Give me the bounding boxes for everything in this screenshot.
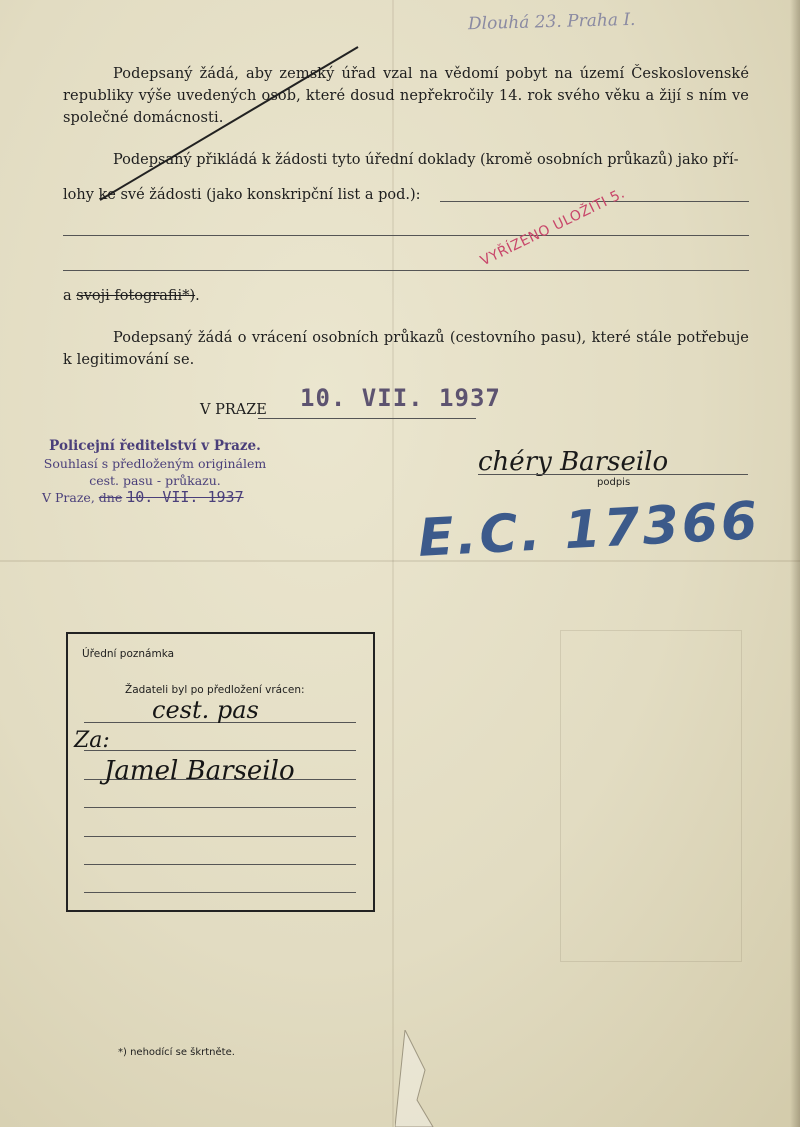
attachments-fill-line-2 (63, 235, 749, 236)
attachments-fill-line-3 (63, 270, 749, 271)
official-note-line (84, 750, 356, 751)
handwritten-signature (478, 438, 748, 478)
handwritten-address-note: Dlouhá 23. Praha I. (467, 9, 636, 35)
police-stamp-line-2: Souhlasí s předloženým originálem (43, 456, 267, 471)
official-note-line (84, 807, 356, 808)
signature-label: podpis (597, 477, 631, 488)
paper-tear (395, 1030, 455, 1127)
registry-number-stamp: E.C. 17366 (416, 491, 762, 569)
signature-line (478, 474, 748, 475)
handwritten-name: Jamel Barseilo (104, 756, 295, 786)
paragraph-attachments-line-1: Podepsaný přikládá k žádosti tyto úřední doklady (kromě osobních průkazů) jako pří- (113, 152, 739, 168)
police-stamp-struck-dne: dne (98, 490, 123, 505)
photo-clause-struck: svoji fotografii*) (76, 288, 196, 304)
police-stamp-line-3: cest. pasu - průkazu. (89, 473, 221, 488)
official-note-box (66, 632, 375, 912)
photo-clause-suffix: . (195, 288, 200, 304)
police-directorate-stamp (30, 438, 280, 506)
date-fill-line (258, 418, 476, 419)
official-note-text: Žadateli byl po předložení vrácen: (125, 684, 305, 696)
photo-clause (63, 288, 200, 304)
footnote: *) nehodící se škrtněte. (118, 1047, 235, 1058)
handwritten-passport: cest. pas (152, 696, 259, 724)
processed-stamp: VYŘÍZENO ULOŽITI 5. (478, 185, 628, 270)
police-stamp-date: 10. VII. 1937 (126, 488, 244, 506)
handwritten-za: Za: (74, 728, 110, 753)
paragraph-stay-request: Podepsaný žádá, aby zemský úřad vzal na vědomí pobyt na území Československé republiky výše uvedených osob, které dosud nepřekročily 14. rok svého věku a žijí s ním ve společné domácnosti. (63, 66, 749, 126)
official-note-line (84, 892, 356, 893)
signature-text: chéry Barseilo (478, 447, 669, 477)
official-note-line (84, 864, 356, 865)
paragraph-attachments-line-2: lohy ke své žádosti (jako konskripční list a pod.): (63, 187, 421, 203)
photo-clause-prefix: a (63, 288, 77, 304)
date-stamp: 10. VII. 1937 (300, 384, 501, 412)
fold-crease-horizontal (0, 560, 800, 562)
police-stamp-line-4 (30, 489, 280, 506)
police-stamp-line-1: Policejní ředitelství v Praze. (49, 438, 261, 454)
paragraph-return-documents: Podepsaný žádá o vrácení osobních průkazů (cestovního pasu), které stále potřebuje k legitimování se. (63, 330, 749, 368)
place-label: V PRAZE (200, 402, 267, 418)
official-note-line (84, 836, 356, 837)
police-stamp-place: V Praze, (42, 490, 99, 505)
show-through-table (560, 630, 742, 962)
official-note-title: Úřední poznámka (82, 648, 175, 660)
